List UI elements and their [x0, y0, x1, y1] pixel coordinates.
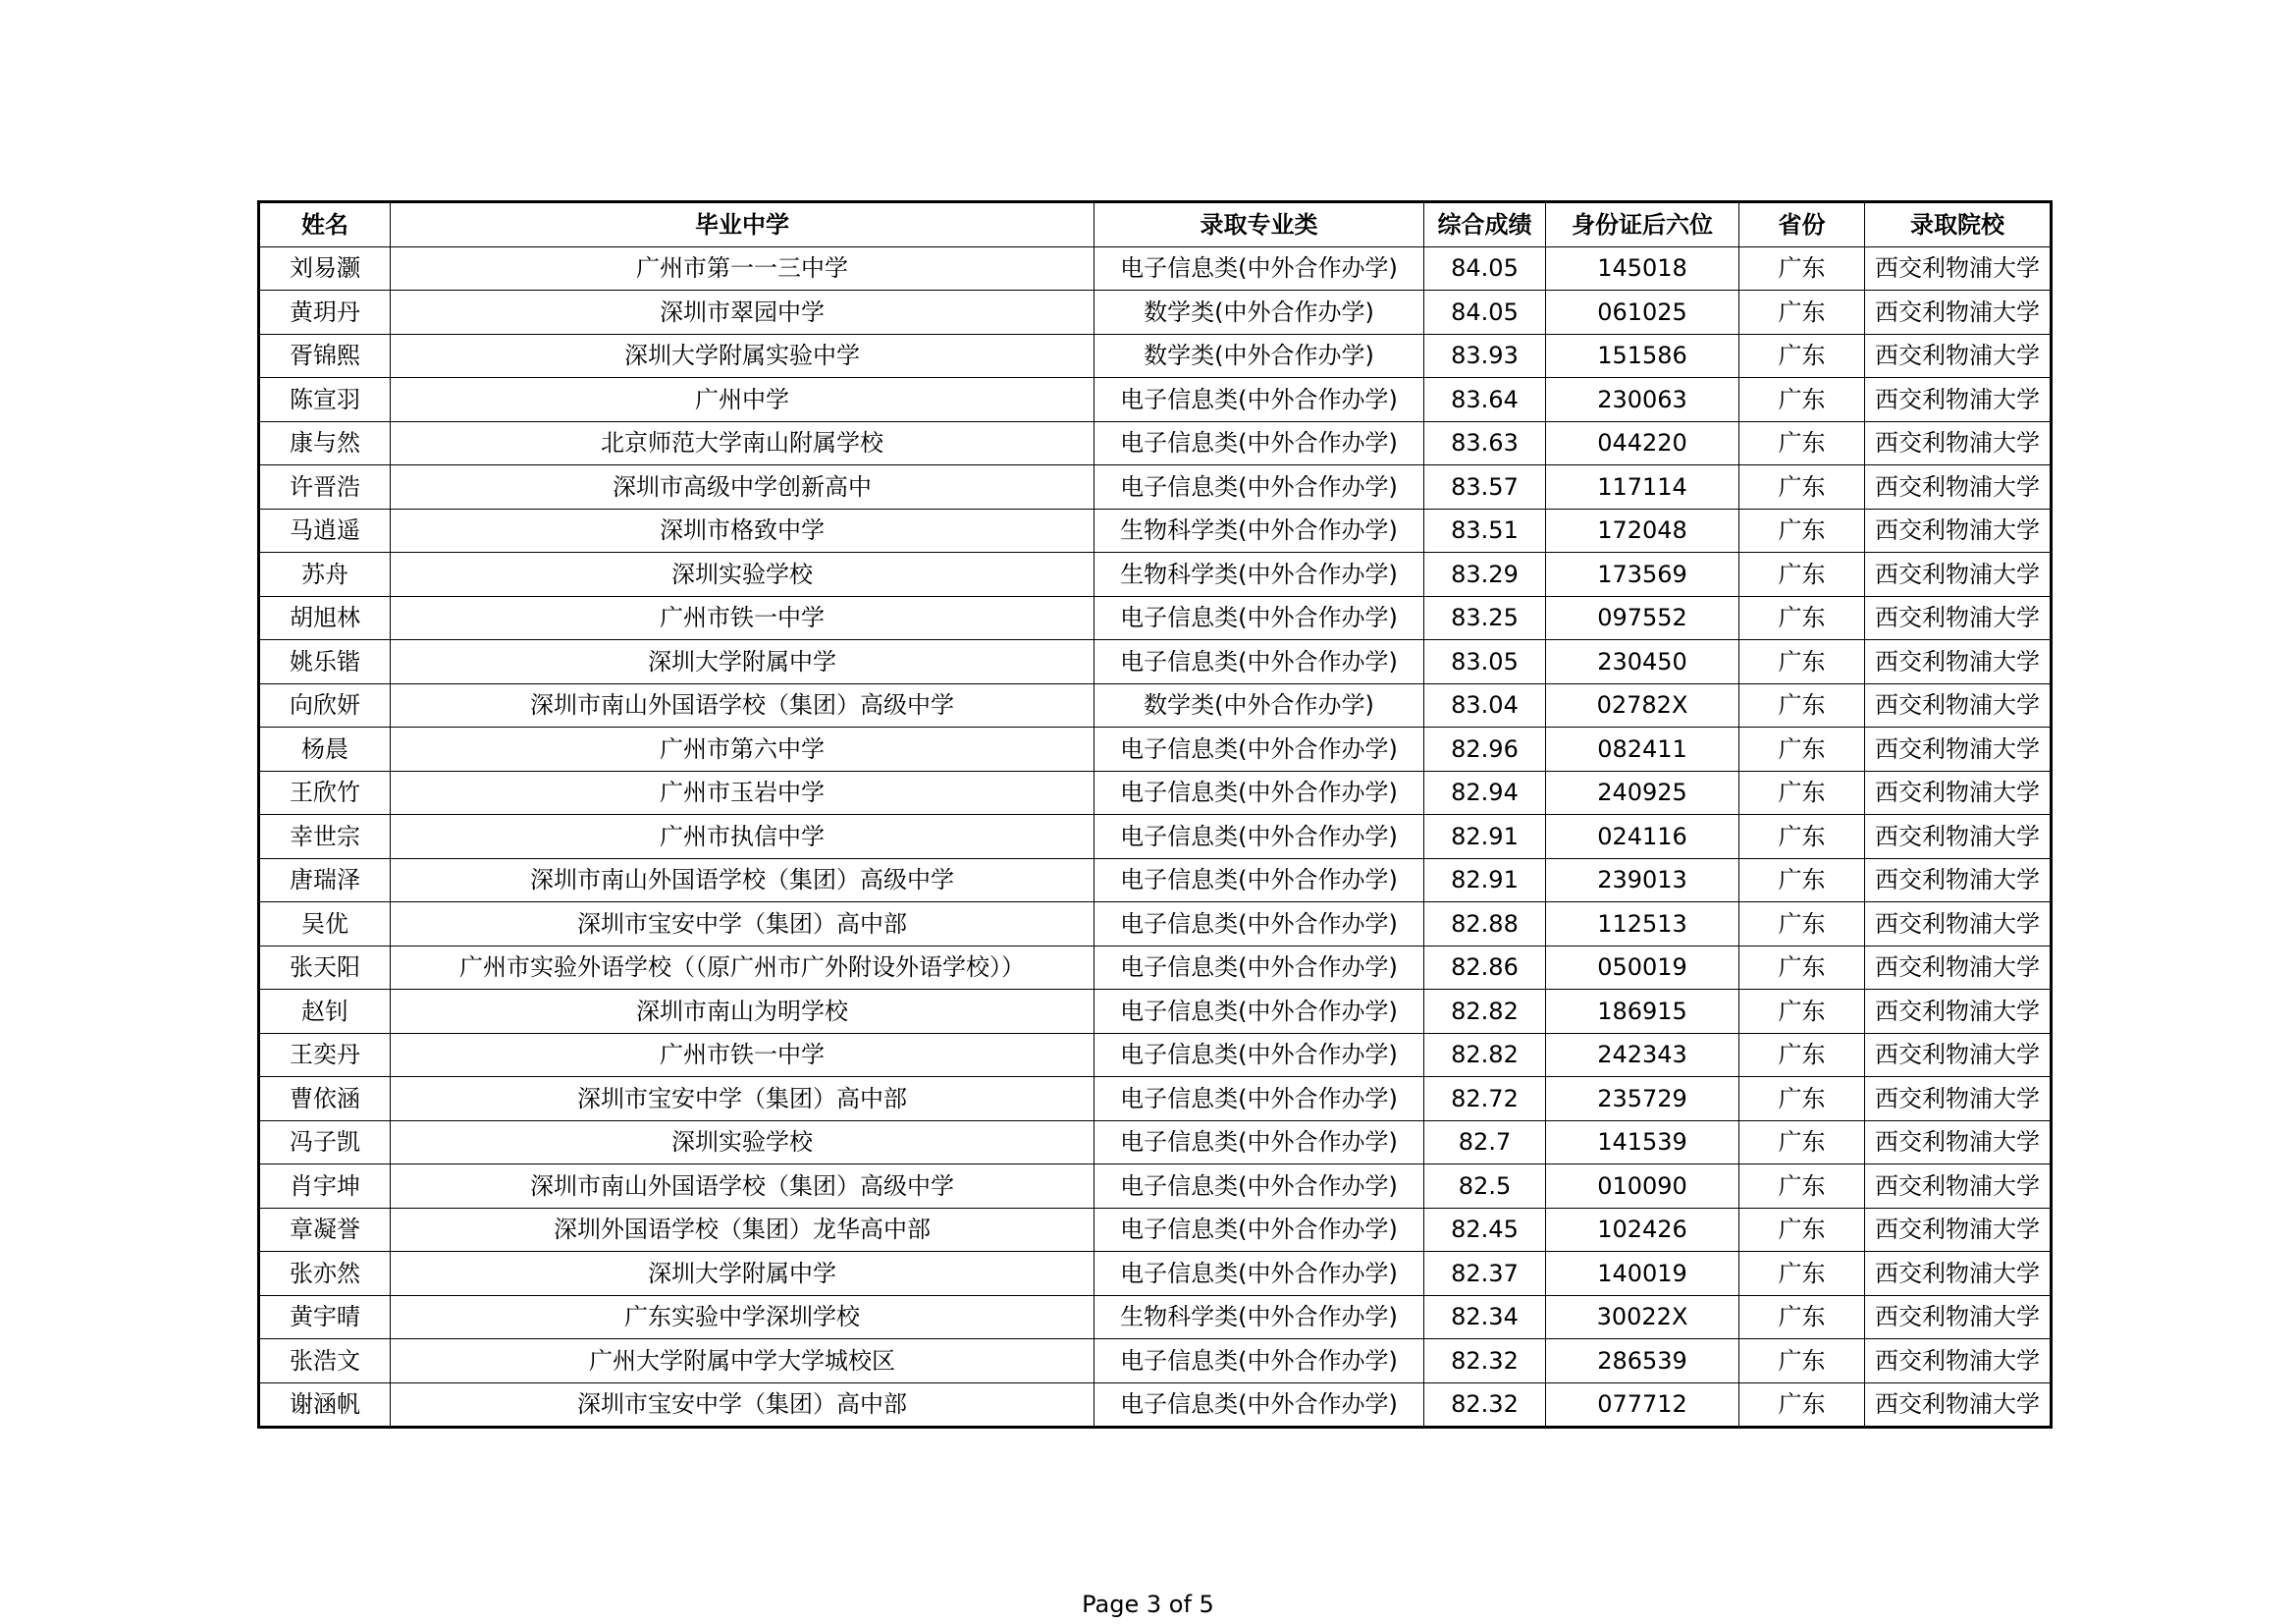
- cell-high-school: 广州市玉岩中学: [391, 771, 1095, 815]
- cell-university: 西交利物浦大学: [1865, 946, 2052, 990]
- table-row: [259, 771, 2052, 815]
- cell-id-last-six: 141539: [1546, 1120, 1739, 1164]
- cell-province: 广东: [1739, 596, 1865, 640]
- table-row: [259, 378, 2052, 422]
- table-row: [259, 1382, 2052, 1428]
- cell-major: 电子信息类(中外合作办学): [1095, 1252, 1424, 1296]
- cell-name: 吴优: [259, 902, 391, 947]
- cell-high-school: 深圳实验学校: [391, 1120, 1095, 1164]
- cell-name: 张天阳: [259, 946, 391, 990]
- cell-high-school: 深圳实验学校: [391, 553, 1095, 597]
- header-name: 姓名: [259, 202, 391, 247]
- cell-score: 82.88: [1424, 902, 1546, 947]
- cell-major: 电子信息类(中外合作办学): [1095, 728, 1424, 772]
- table-row: [259, 683, 2052, 728]
- table-row: [259, 1208, 2052, 1252]
- cell-id-last-six: 102426: [1546, 1208, 1739, 1252]
- cell-university: 西交利物浦大学: [1865, 246, 2052, 291]
- cell-major: 电子信息类(中外合作办学): [1095, 1120, 1424, 1164]
- cell-university: 西交利物浦大学: [1865, 640, 2052, 684]
- cell-name: 苏舟: [259, 553, 391, 597]
- cell-major: 电子信息类(中外合作办学): [1095, 990, 1424, 1034]
- cell-high-school: 深圳市翠园中学: [391, 291, 1095, 335]
- cell-high-school: 广州大学附属中学大学城校区: [391, 1339, 1095, 1383]
- cell-province: 广东: [1739, 990, 1865, 1034]
- cell-major: 电子信息类(中外合作办学): [1095, 946, 1424, 990]
- cell-province: 广东: [1739, 946, 1865, 990]
- cell-major: 数学类(中外合作办学): [1095, 683, 1424, 728]
- table-row: [259, 640, 2052, 684]
- cell-university: 西交利物浦大学: [1865, 465, 2052, 510]
- cell-id-last-six: 235729: [1546, 1077, 1739, 1121]
- cell-university: 西交利物浦大学: [1865, 1382, 2052, 1428]
- cell-id-last-six: 242343: [1546, 1033, 1739, 1077]
- cell-name: 向欣妍: [259, 683, 391, 728]
- cell-major: 生物科学类(中外合作办学): [1095, 509, 1424, 553]
- table-row: [259, 858, 2052, 902]
- cell-university: 西交利物浦大学: [1865, 771, 2052, 815]
- cell-score: 83.04: [1424, 683, 1546, 728]
- cell-name: 黄宇晴: [259, 1295, 391, 1339]
- cell-university: 西交利物浦大学: [1865, 858, 2052, 902]
- cell-id-last-six: 082411: [1546, 728, 1739, 772]
- cell-name: 姚乐锴: [259, 640, 391, 684]
- cell-university: 西交利物浦大学: [1865, 291, 2052, 335]
- cell-province: 广东: [1739, 465, 1865, 510]
- cell-province: 广东: [1739, 858, 1865, 902]
- cell-id-last-six: 117114: [1546, 465, 1739, 510]
- table-row: [259, 1120, 2052, 1164]
- cell-major: 电子信息类(中外合作办学): [1095, 378, 1424, 422]
- cell-id-last-six: 112513: [1546, 902, 1739, 947]
- cell-score: 82.86: [1424, 946, 1546, 990]
- cell-major: 电子信息类(中外合作办学): [1095, 815, 1424, 859]
- cell-id-last-six: 239013: [1546, 858, 1739, 902]
- cell-score: 82.94: [1424, 771, 1546, 815]
- cell-score: 84.05: [1424, 246, 1546, 291]
- cell-province: 广东: [1739, 815, 1865, 859]
- cell-province: 广东: [1739, 378, 1865, 422]
- cell-high-school: 广州市铁一中学: [391, 596, 1095, 640]
- cell-high-school: 深圳市南山外国语学校（集团）高级中学: [391, 683, 1095, 728]
- cell-major: 电子信息类(中外合作办学): [1095, 1164, 1424, 1209]
- cell-major: 电子信息类(中外合作办学): [1095, 1382, 1424, 1428]
- cell-score: 84.05: [1424, 291, 1546, 335]
- cell-score: 82.5: [1424, 1164, 1546, 1209]
- cell-high-school: 深圳市高级中学创新高中: [391, 465, 1095, 510]
- cell-id-last-six: 230450: [1546, 640, 1739, 684]
- cell-province: 广东: [1739, 1208, 1865, 1252]
- cell-name: 张亦然: [259, 1252, 391, 1296]
- cell-score: 83.93: [1424, 334, 1546, 378]
- admission-table-container: [257, 200, 2050, 1429]
- cell-id-last-six: 044220: [1546, 421, 1739, 465]
- table-row: [259, 553, 2052, 597]
- cell-province: 广东: [1739, 640, 1865, 684]
- cell-province: 广东: [1739, 1077, 1865, 1121]
- cell-major: 电子信息类(中外合作办学): [1095, 1339, 1424, 1383]
- cell-province: 广东: [1739, 771, 1865, 815]
- cell-high-school: 深圳市宝安中学（集团）高中部: [391, 1382, 1095, 1428]
- cell-score: 82.34: [1424, 1295, 1546, 1339]
- cell-score: 83.25: [1424, 596, 1546, 640]
- table-row: [259, 509, 2052, 553]
- table-row: [259, 1339, 2052, 1383]
- cell-high-school: 深圳市宝安中学（集团）高中部: [391, 1077, 1095, 1121]
- cell-major: 电子信息类(中外合作办学): [1095, 771, 1424, 815]
- cell-id-last-six: 240925: [1546, 771, 1739, 815]
- cell-university: 西交利物浦大学: [1865, 1033, 2052, 1077]
- cell-university: 西交利物浦大学: [1865, 728, 2052, 772]
- cell-major: 电子信息类(中外合作办学): [1095, 1077, 1424, 1121]
- cell-university: 西交利物浦大学: [1865, 990, 2052, 1034]
- cell-major: 生物科学类(中外合作办学): [1095, 1295, 1424, 1339]
- cell-id-last-six: 230063: [1546, 378, 1739, 422]
- cell-score: 82.82: [1424, 990, 1546, 1034]
- cell-high-school: 北京师范大学南山附属学校: [391, 421, 1095, 465]
- cell-score: 83.64: [1424, 378, 1546, 422]
- cell-university: 西交利物浦大学: [1865, 553, 2052, 597]
- cell-university: 西交利物浦大学: [1865, 1077, 2052, 1121]
- cell-id-last-six: 061025: [1546, 291, 1739, 335]
- cell-name: 幸世宗: [259, 815, 391, 859]
- table-row: [259, 421, 2052, 465]
- cell-name: 康与然: [259, 421, 391, 465]
- cell-score: 83.51: [1424, 509, 1546, 553]
- cell-score: 82.45: [1424, 1208, 1546, 1252]
- table-row: [259, 902, 2052, 947]
- cell-id-last-six: 145018: [1546, 246, 1739, 291]
- header-high-school: 毕业中学: [391, 202, 1095, 247]
- cell-score: 82.32: [1424, 1339, 1546, 1383]
- cell-high-school: 深圳大学附属中学: [391, 1252, 1095, 1296]
- cell-province: 广东: [1739, 1295, 1865, 1339]
- cell-university: 西交利物浦大学: [1865, 334, 2052, 378]
- cell-id-last-six: 050019: [1546, 946, 1739, 990]
- cell-high-school: 广州市第一一三中学: [391, 246, 1095, 291]
- cell-province: 广东: [1739, 728, 1865, 772]
- table-row: [259, 1164, 2052, 1209]
- table-row: [259, 728, 2052, 772]
- cell-province: 广东: [1739, 683, 1865, 728]
- cell-province: 广东: [1739, 1164, 1865, 1209]
- cell-name: 胥锦熙: [259, 334, 391, 378]
- cell-province: 广东: [1739, 553, 1865, 597]
- cell-name: 张浩文: [259, 1339, 391, 1383]
- cell-high-school: 深圳市宝安中学（集团）高中部: [391, 902, 1095, 947]
- cell-name: 杨晨: [259, 728, 391, 772]
- cell-major: 电子信息类(中外合作办学): [1095, 858, 1424, 902]
- cell-id-last-six: 140019: [1546, 1252, 1739, 1296]
- cell-score: 83.57: [1424, 465, 1546, 510]
- table-row: [259, 946, 2052, 990]
- cell-university: 西交利物浦大学: [1865, 1120, 2052, 1164]
- cell-province: 广东: [1739, 246, 1865, 291]
- cell-name: 章凝誉: [259, 1208, 391, 1252]
- cell-university: 西交利物浦大学: [1865, 1295, 2052, 1339]
- cell-university: 西交利物浦大学: [1865, 596, 2052, 640]
- cell-name: 赵钊: [259, 990, 391, 1034]
- cell-major: 数学类(中外合作办学): [1095, 291, 1424, 335]
- cell-province: 广东: [1739, 1033, 1865, 1077]
- header-score: 综合成绩: [1424, 202, 1546, 247]
- cell-score: 83.29: [1424, 553, 1546, 597]
- table-row: [259, 815, 2052, 859]
- table-row: [259, 990, 2052, 1034]
- table-row: [259, 596, 2052, 640]
- table-header-row: [259, 202, 2052, 247]
- cell-name: 王奕丹: [259, 1033, 391, 1077]
- cell-province: 广东: [1739, 1252, 1865, 1296]
- cell-id-last-six: 30022X: [1546, 1295, 1739, 1339]
- cell-id-last-six: 173569: [1546, 553, 1739, 597]
- cell-high-school: 广州市执信中学: [391, 815, 1095, 859]
- cell-name: 曹依涵: [259, 1077, 391, 1121]
- cell-id-last-six: 02782X: [1546, 683, 1739, 728]
- header-id-last-six: 身份证后六位: [1546, 202, 1739, 247]
- cell-major: 数学类(中外合作办学): [1095, 334, 1424, 378]
- cell-name: 肖宇坤: [259, 1164, 391, 1209]
- page-number: Page 3 of 5: [1082, 1591, 1214, 1618]
- cell-score: 83.05: [1424, 640, 1546, 684]
- cell-high-school: 深圳大学附属中学: [391, 640, 1095, 684]
- cell-name: 陈宣羽: [259, 378, 391, 422]
- cell-id-last-six: 186915: [1546, 990, 1739, 1034]
- cell-score: 82.82: [1424, 1033, 1546, 1077]
- cell-name: 冯子凯: [259, 1120, 391, 1164]
- cell-name: 唐瑞泽: [259, 858, 391, 902]
- cell-name: 许晋浩: [259, 465, 391, 510]
- header-province: 省份: [1739, 202, 1865, 247]
- cell-score: 82.37: [1424, 1252, 1546, 1296]
- cell-province: 广东: [1739, 334, 1865, 378]
- admission-table: [257, 200, 2053, 1429]
- cell-major: 电子信息类(中外合作办学): [1095, 465, 1424, 510]
- cell-id-last-six: 151586: [1546, 334, 1739, 378]
- cell-name: 马逍遥: [259, 509, 391, 553]
- cell-high-school: 深圳市南山外国语学校（集团）高级中学: [391, 1164, 1095, 1209]
- cell-major: 电子信息类(中外合作办学): [1095, 1208, 1424, 1252]
- cell-high-school: 广东实验中学深圳学校: [391, 1295, 1095, 1339]
- cell-province: 广东: [1739, 291, 1865, 335]
- cell-high-school: 广州市第六中学: [391, 728, 1095, 772]
- cell-province: 广东: [1739, 1339, 1865, 1383]
- cell-major: 电子信息类(中外合作办学): [1095, 640, 1424, 684]
- cell-high-school: 深圳大学附属实验中学: [391, 334, 1095, 378]
- cell-major: 电子信息类(中外合作办学): [1095, 246, 1424, 291]
- cell-university: 西交利物浦大学: [1865, 509, 2052, 553]
- cell-high-school: 深圳市南山外国语学校（集团）高级中学: [391, 858, 1095, 902]
- cell-high-school: 深圳市南山为明学校: [391, 990, 1095, 1034]
- cell-university: 西交利物浦大学: [1865, 902, 2052, 947]
- table-body: [259, 246, 2052, 1428]
- table-row: [259, 334, 2052, 378]
- cell-university: 西交利物浦大学: [1865, 1208, 2052, 1252]
- cell-score: 83.63: [1424, 421, 1546, 465]
- table-row: [259, 1295, 2052, 1339]
- cell-name: 黄玥丹: [259, 291, 391, 335]
- cell-score: 82.91: [1424, 815, 1546, 859]
- cell-high-school: 广州中学: [391, 378, 1095, 422]
- cell-province: 广东: [1739, 509, 1865, 553]
- cell-score: 82.32: [1424, 1382, 1546, 1428]
- cell-id-last-six: 077712: [1546, 1382, 1739, 1428]
- cell-high-school: 广州市铁一中学: [391, 1033, 1095, 1077]
- cell-score: 82.7: [1424, 1120, 1546, 1164]
- table-row: [259, 465, 2052, 510]
- cell-high-school: 广州市实验外语学校（（原广州市广外附设外语学校））: [391, 946, 1095, 990]
- cell-university: 西交利物浦大学: [1865, 378, 2052, 422]
- table-row: [259, 246, 2052, 291]
- header-university: 录取院校: [1865, 202, 2052, 247]
- cell-province: 广东: [1739, 1382, 1865, 1428]
- cell-university: 西交利物浦大学: [1865, 683, 2052, 728]
- table-row: [259, 1077, 2052, 1121]
- cell-major: 电子信息类(中外合作办学): [1095, 421, 1424, 465]
- cell-major: 电子信息类(中外合作办学): [1095, 902, 1424, 947]
- table-row: [259, 291, 2052, 335]
- cell-high-school: 深圳外国语学校（集团）龙华高中部: [391, 1208, 1095, 1252]
- cell-major: 电子信息类(中外合作办学): [1095, 1033, 1424, 1077]
- cell-name: 王欣竹: [259, 771, 391, 815]
- table-row: [259, 1252, 2052, 1296]
- cell-university: 西交利物浦大学: [1865, 1339, 2052, 1383]
- cell-score: 82.91: [1424, 858, 1546, 902]
- cell-province: 广东: [1739, 902, 1865, 947]
- cell-high-school: 深圳市格致中学: [391, 509, 1095, 553]
- cell-name: 谢涵帆: [259, 1382, 391, 1428]
- cell-id-last-six: 172048: [1546, 509, 1739, 553]
- cell-score: 82.72: [1424, 1077, 1546, 1121]
- cell-university: 西交利物浦大学: [1865, 421, 2052, 465]
- table-row: [259, 1033, 2052, 1077]
- cell-id-last-six: 097552: [1546, 596, 1739, 640]
- cell-name: 刘易灏: [259, 246, 391, 291]
- cell-university: 西交利物浦大学: [1865, 1164, 2052, 1209]
- cell-province: 广东: [1739, 1120, 1865, 1164]
- header-major: 录取专业类: [1095, 202, 1424, 247]
- cell-id-last-six: 024116: [1546, 815, 1739, 859]
- cell-university: 西交利物浦大学: [1865, 1252, 2052, 1296]
- cell-major: 生物科学类(中外合作办学): [1095, 553, 1424, 597]
- cell-province: 广东: [1739, 421, 1865, 465]
- cell-score: 82.96: [1424, 728, 1546, 772]
- cell-major: 电子信息类(中外合作办学): [1095, 596, 1424, 640]
- cell-name: 胡旭林: [259, 596, 391, 640]
- cell-id-last-six: 286539: [1546, 1339, 1739, 1383]
- cell-id-last-six: 010090: [1546, 1164, 1739, 1209]
- cell-university: 西交利物浦大学: [1865, 815, 2052, 859]
